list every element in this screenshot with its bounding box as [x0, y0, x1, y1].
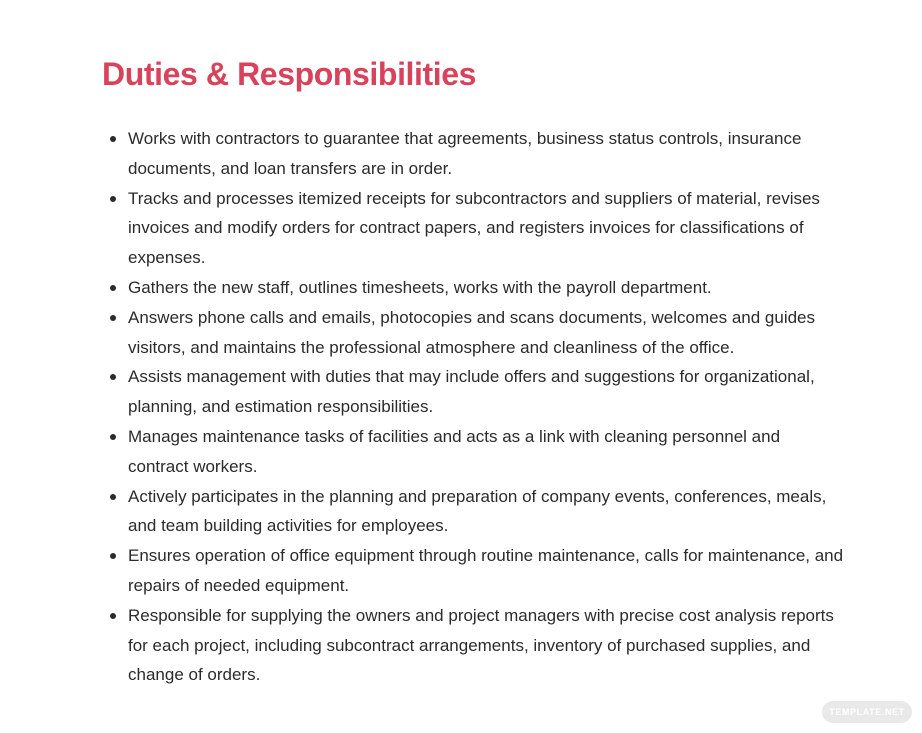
- list-item-text: Actively participates in the planning and preparation of company events, conferences, meals, and team building activities for employees.: [128, 486, 827, 536]
- bullet-icon: [110, 285, 116, 291]
- list-item-text: Manages maintenance tasks of facilities and acts as a link with cleaning personnel and contract workers.: [128, 426, 781, 476]
- list-item: [104, 303, 844, 363]
- bullet-icon: [110, 494, 116, 500]
- bullet-icon: [110, 315, 116, 321]
- list-item-text: Gathers the new staff, outlines timesheets, works with the payroll department.: [128, 277, 712, 297]
- list-item: [104, 601, 844, 690]
- list-item: [104, 362, 844, 422]
- bullet-icon: [110, 553, 116, 559]
- page-title: Duties & Responsibilities: [102, 56, 477, 92]
- list-item: [104, 184, 844, 273]
- list-item: [104, 482, 844, 542]
- bullet-icon: [110, 434, 116, 440]
- bullet-icon: [110, 196, 116, 202]
- bullet-icon: [110, 613, 116, 619]
- list-item-text: Tracks and processes itemized receipts for subcontractors and suppliers of material, revises invoices and modify orders for contract papers, and registers invoices for classifications of expenses.: [128, 188, 820, 268]
- watermark-badge: TEMPLATE.NET: [822, 701, 912, 723]
- list-item: [104, 273, 844, 303]
- list-item: [104, 541, 844, 601]
- list-item-text: Responsible for supplying the owners and project managers with precise cost analysis reports for each project, including subcontract arrangements, inventory of purchased supplies, and change of orders.: [128, 605, 834, 685]
- bullet-icon: [110, 374, 116, 380]
- list-item-text: Works with contractors to guarantee that agreements, business status controls, insurance documents, and loan transfers are in order.: [128, 129, 802, 178]
- bullet-icon: [110, 136, 116, 142]
- list-item-text: Answers phone calls and emails, photocopies and scans documents, welcomes and guides visitors, and maintains the professional atmosphere and cleanliness of the office.: [128, 307, 816, 357]
- duties-list: [104, 124, 844, 690]
- list-item-text: Ensures operation of office equipment through routine maintenance, calls for maintenance, and repairs of needed equipment.: [128, 546, 844, 595]
- list-item: [104, 124, 844, 184]
- list-item: [104, 422, 844, 482]
- list-item-text: Assists management with duties that may include offers and suggestions for organizational, planning, and estimation responsibilities.: [128, 367, 815, 417]
